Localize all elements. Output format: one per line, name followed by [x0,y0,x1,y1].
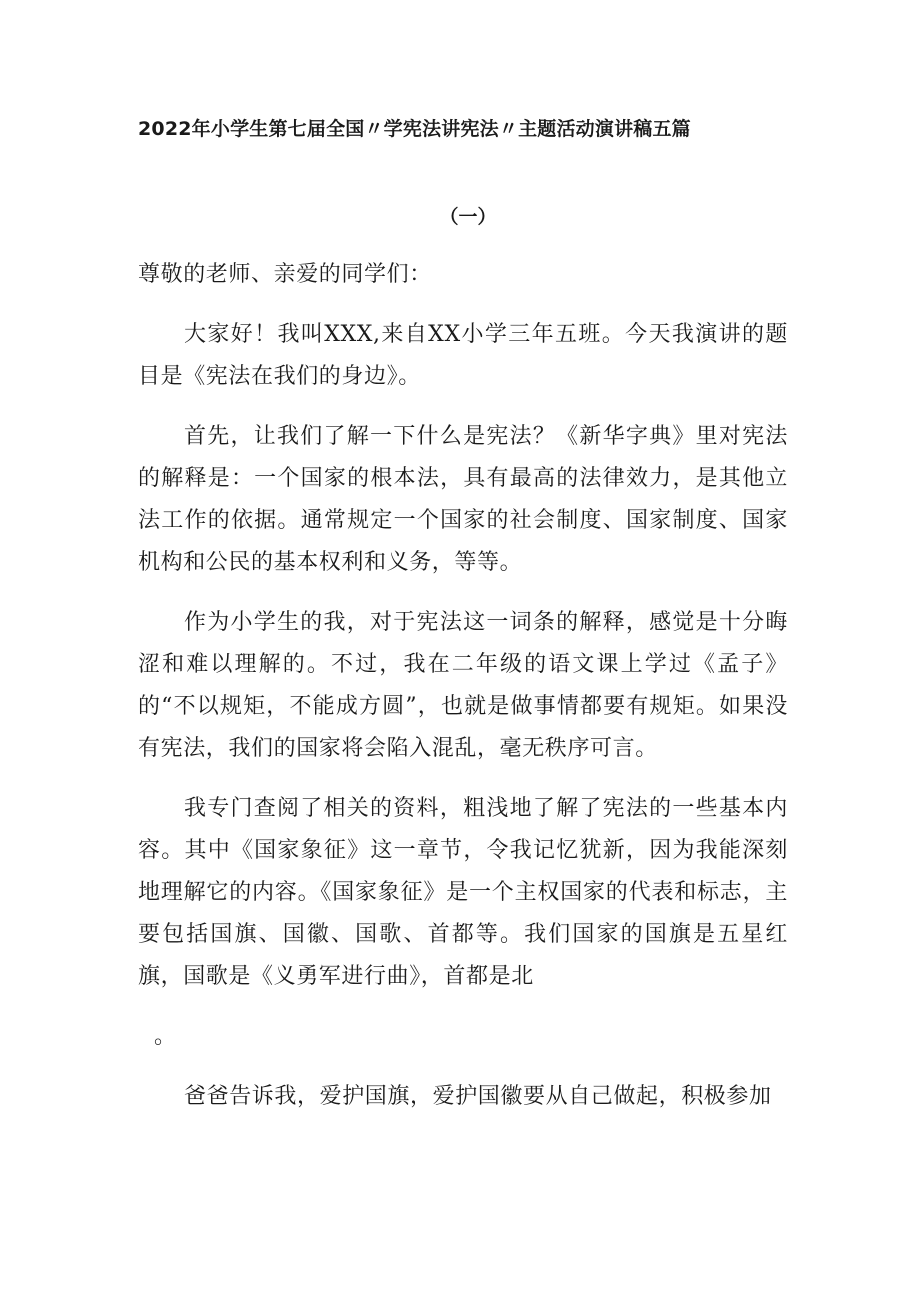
paragraph-3: 作为小学生的我，对于宪法这一词条的解释，感觉是十分晦涩和难以理解的。不过，我在二年级的语文课上学过《孟子》的“不以规矩，不能成方圆”，也就是做事情都要有规矩。如果没有宪法，我们的国家将会陷入混乱，毫无秩序可言。 [138,610,788,761]
stray-period: 。 [154,1024,177,1049]
paragraph-2: 首先，让我们了解一下什么是宪法？《新华字典》里对宪法的解释是：一个国家的根本法，具有最高的法律效力，是其他立法工作的依据。通常规定一个国家的社会制度、国家制度、国家机构和公民的基本权利和义务，等等。 [138,424,788,575]
section-heading: （一） [439,206,497,228]
paragraph-5: 爸爸告诉我，爱护国旗，爱护国徽要从自己做起，积极参加 [184,1084,772,1109]
document-title: 2022年小学生第七届全国〃学宪法讲宪法〃主题活动演讲稿五篇 [138,118,691,140]
salutation: 尊敬的老师、亲爱的同学们： [138,262,432,287]
paragraph-1: 大家好！我叫XXX,来自XX小学三年五班。今天我演讲的题目是《宪法在我们的身边》。 [138,322,788,389]
paragraph-4: 我专门查阅了相关的资料，粗浅地了解了宪法的一些基本内容。其中《国家象征》这一章节，令我记忆犹新，因为我能深刻地理解它的内容。《国家象征》是一个主权国家的代表和标志，主要包括国旗、国徽、国歌、首都等。我们国家的国旗是五星红旗，国歌是《义勇军进行曲》，首都是北 [138,796,788,989]
body-text [138,254,788,1118]
